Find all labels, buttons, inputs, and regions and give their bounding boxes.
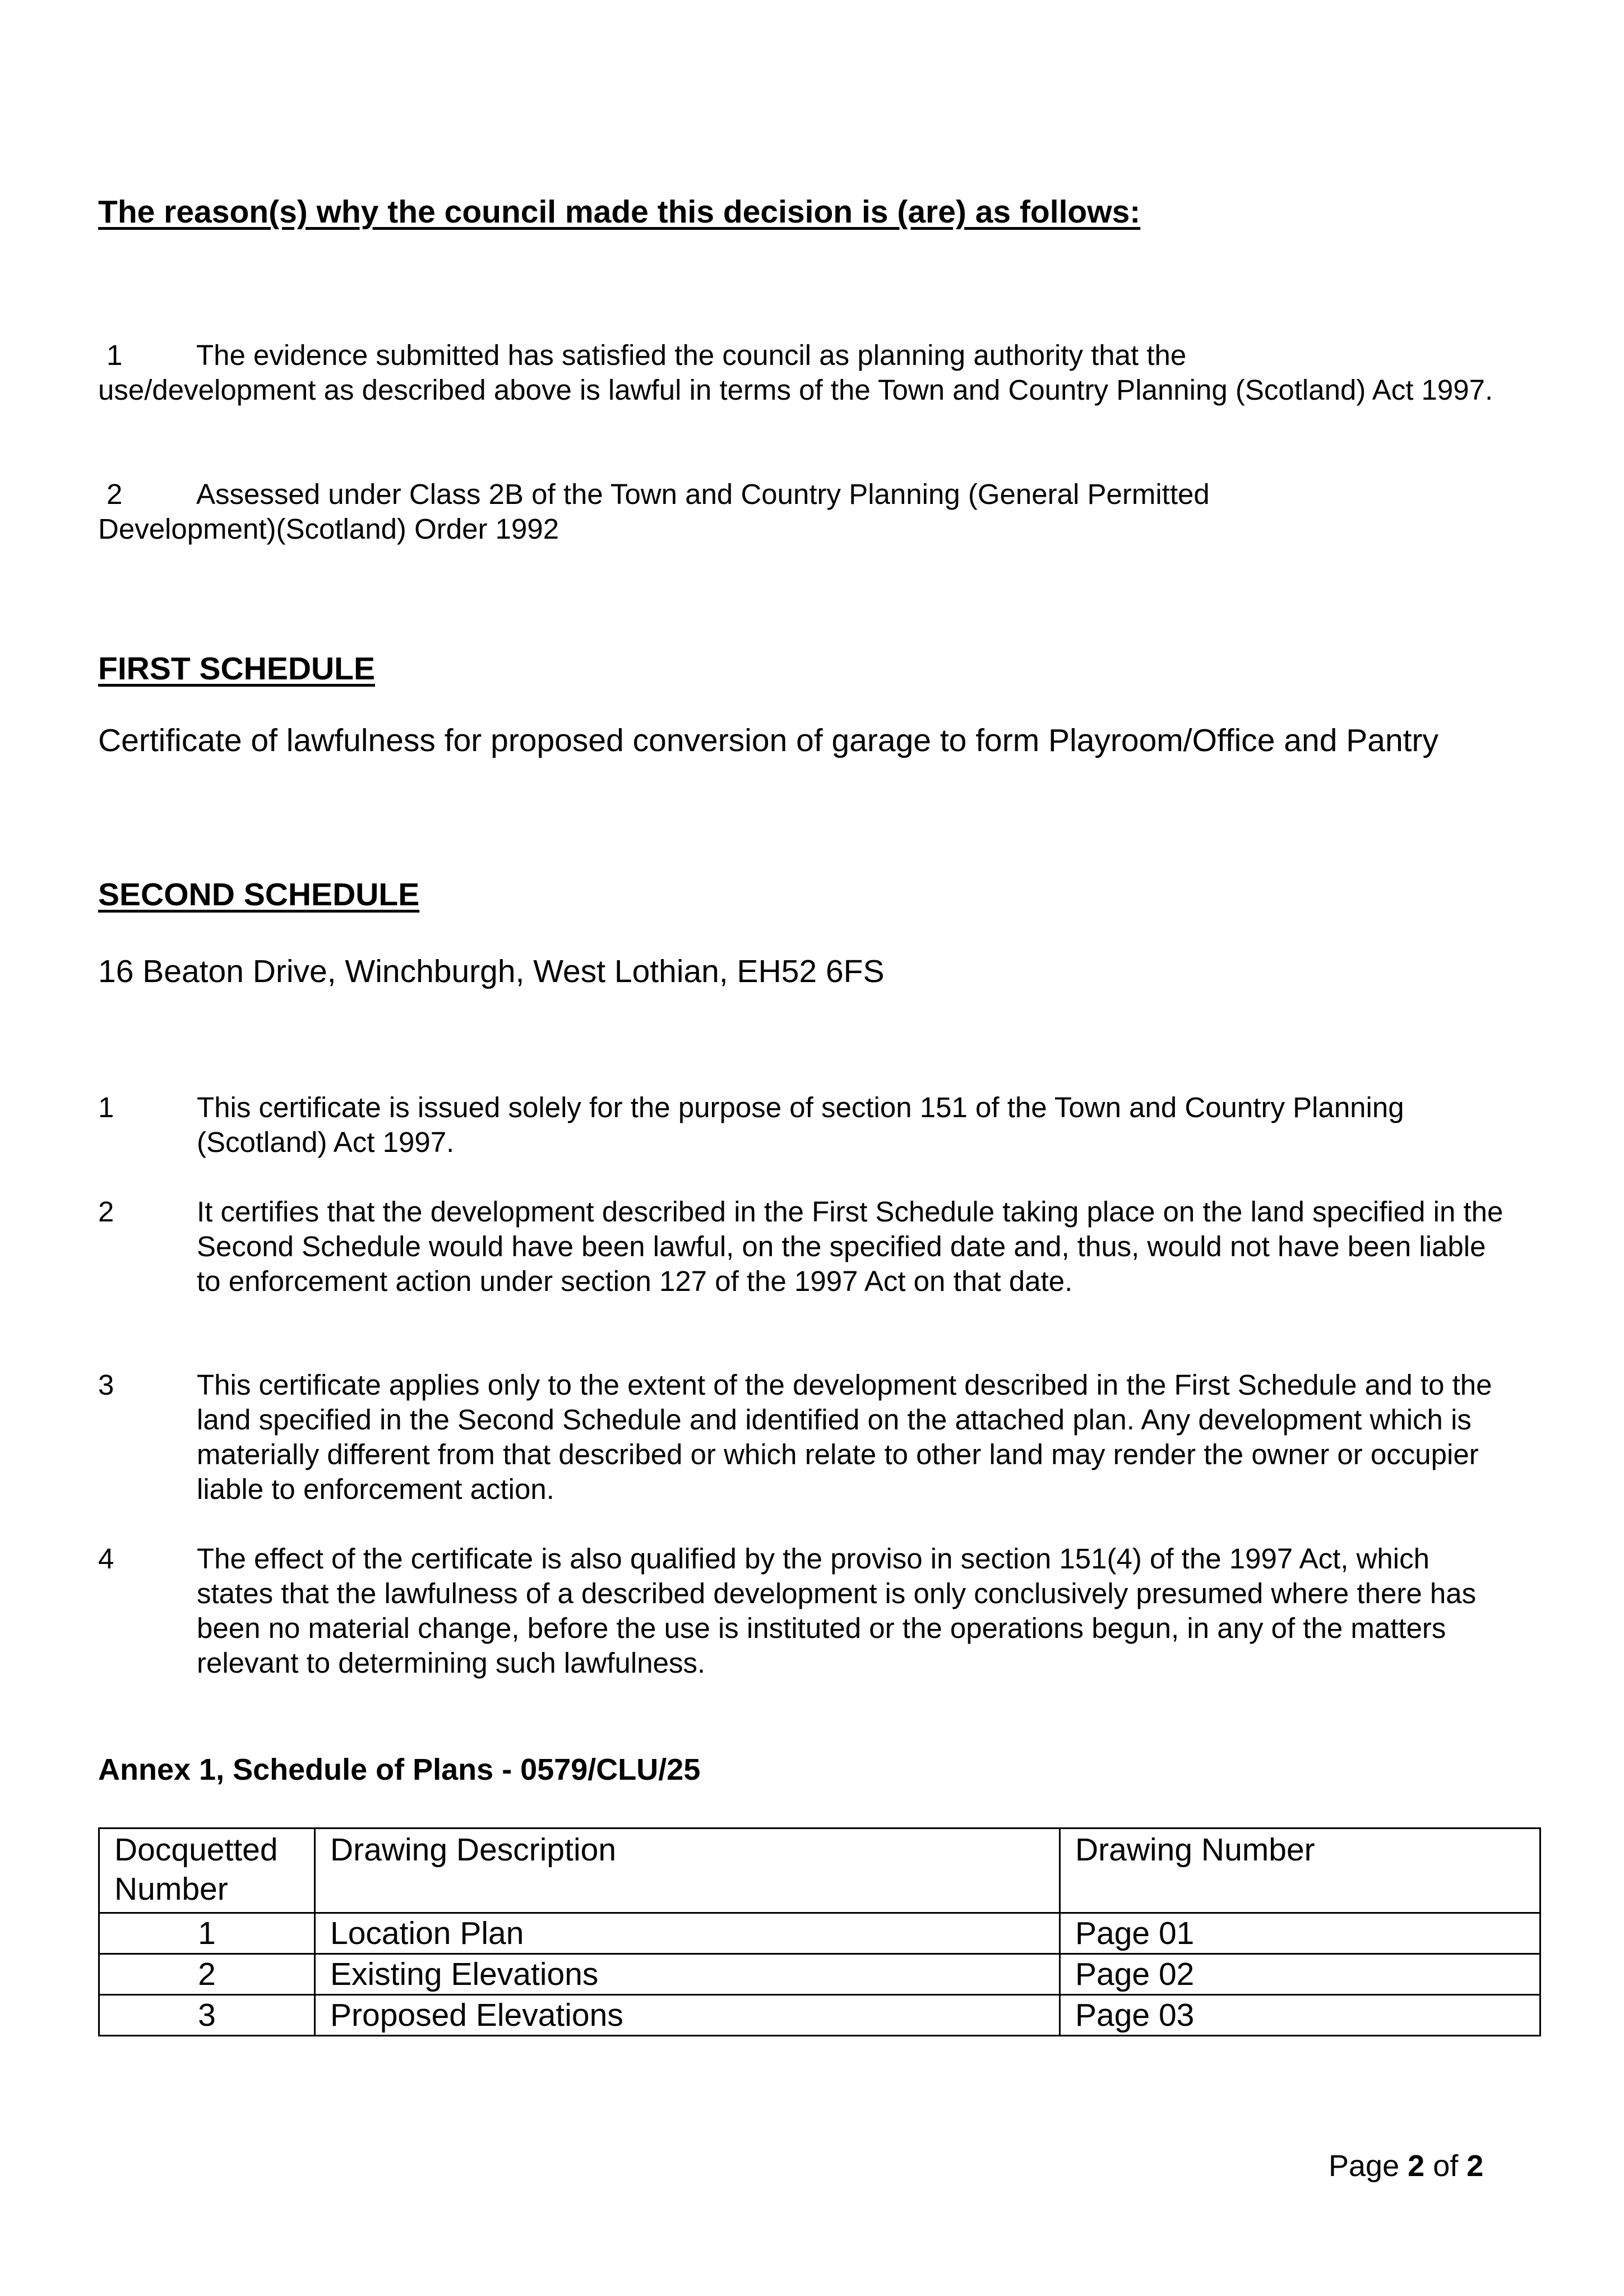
reason-item [98, 338, 1511, 408]
certificate-note [98, 1090, 1511, 1160]
note-text: This certificate is issued solely for the purpose of section 151 of the Town and Country Planning (Scotland) Act 1997. [197, 1091, 1404, 1158]
docquetted-number: 1 [99, 1913, 315, 1954]
certificate-note [98, 1195, 1511, 1299]
reason-continuation: Development)(Scotland) Order 1992 [98, 513, 559, 545]
reason-number: 1 [107, 339, 123, 371]
plans-table [98, 1827, 1541, 2036]
reason-first-line: Assessed under Class 2B of the Town and Country Planning (General Permitted [196, 478, 1210, 510]
docquetted-number: 3 [99, 1995, 315, 2036]
table-row [99, 1954, 1540, 1995]
note-number: 2 [98, 1196, 114, 1228]
reason-item [98, 477, 1511, 547]
reason-continuation: use/development as described above is lawful in terms of the Town and Country Planning (Scotland) Act 1997. [98, 374, 1493, 406]
page-current: 2 [1408, 2149, 1425, 2183]
drawing-number: Page 01 [1060, 1913, 1540, 1954]
first-schedule-text: Certificate of lawfulness for proposed conversion of garage to form Playroom/Office and Pantry [98, 723, 1438, 758]
second-schedule-heading: SECOND SCHEDULE [98, 877, 420, 913]
drawing-number: Page 02 [1060, 1954, 1540, 1995]
table-row [99, 1913, 1540, 1954]
of-word: of [1433, 2149, 1459, 2183]
drawing-description: Existing Elevations [315, 1954, 1060, 1995]
first-schedule-heading: FIRST SCHEDULE [98, 651, 376, 687]
drawing-description: Proposed Elevations [315, 1995, 1060, 2036]
page-word: Page [1329, 2149, 1400, 2183]
table-header-row [99, 1829, 1540, 1913]
column-header: Drawing Description [315, 1829, 1060, 1913]
page-number [1329, 2149, 1483, 2183]
note-text: This certificate applies only to the extent of the development described in the First Schedule and to the land specified in the Second Schedule and identified on the attached plan. Any development which is materially different from that described or which relate to other land may render the owner or occupier liable to enforcement action. [197, 1369, 1492, 1505]
note-number: 1 [98, 1091, 114, 1123]
reason-first-line: The evidence submitted has satisfied the council as planning authority that the [196, 339, 1187, 371]
note-text: It certifies that the development described in the First Schedule taking place on the land specified in the Second Schedule would have been lawful, on the specified date and, thus, would not have been liable to enforcement action under section 127 of the 1997 Act on that date. [197, 1196, 1503, 1297]
certificate-note [98, 1542, 1511, 1681]
reasons-heading: The reason(s) why the council made this decision is (are) as follows: [98, 194, 1141, 230]
docquetted-number: 2 [99, 1954, 315, 1995]
second-schedule-text: 16 Beaton Drive, Winchburgh, West Lothian, EH52 6FS [98, 953, 885, 989]
certificate-note [98, 1368, 1511, 1507]
table-row [99, 1995, 1540, 2036]
note-number: 3 [98, 1369, 114, 1401]
drawing-description: Location Plan [315, 1913, 1060, 1954]
annex-title: Annex 1, Schedule of Plans - 0579/CLU/25 [98, 1753, 701, 1786]
note-number: 4 [98, 1543, 114, 1575]
page-total: 2 [1466, 2149, 1484, 2183]
column-header: Docquetted Number [99, 1829, 315, 1913]
reason-number: 2 [107, 478, 123, 510]
drawing-number: Page 03 [1060, 1995, 1540, 2036]
column-header: Drawing Number [1060, 1829, 1540, 1913]
note-text: The effect of the certificate is also qualified by the proviso in section 151(4) of the 1997 Act, which states that the lawfulness of a described development is only conclusively presumed where there has been no material change, before the use is instituted or the operations begun, in any of the matters relevant to determining such lawfulness. [197, 1543, 1477, 1679]
